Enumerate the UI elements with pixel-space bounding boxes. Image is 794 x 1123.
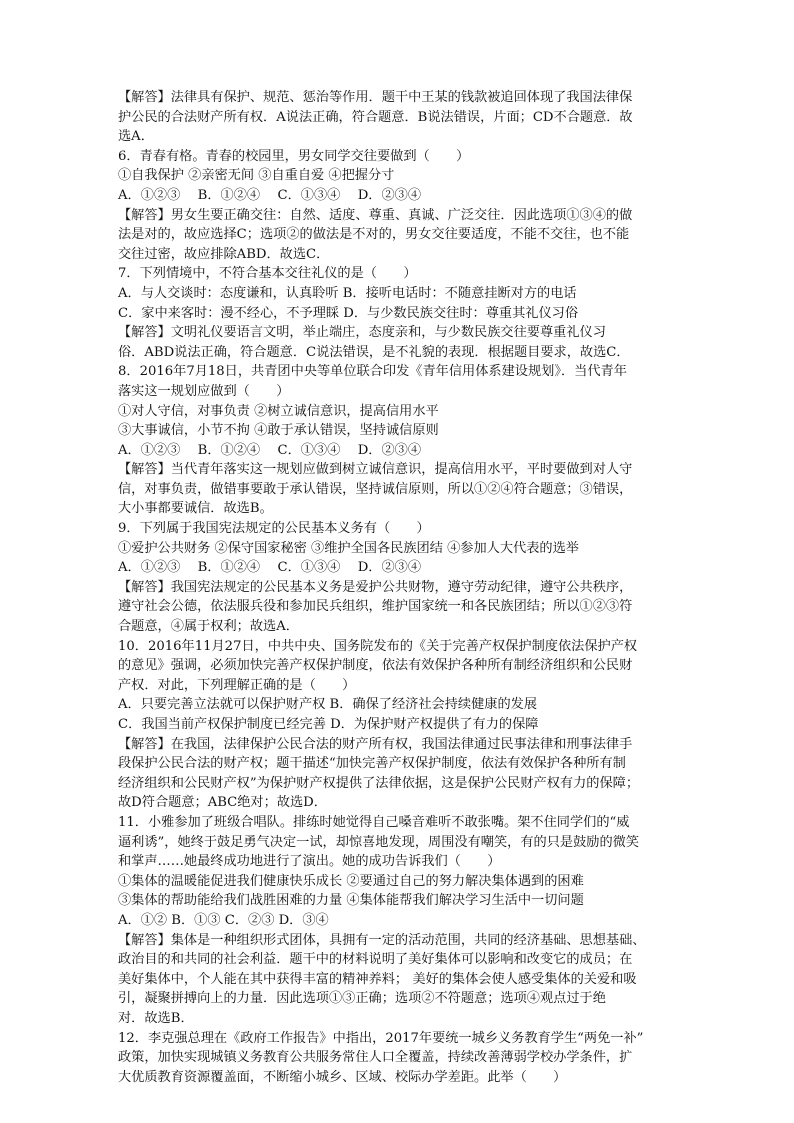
text-line: ①自我保护 ②亲密无间 ③自重自爱 ④把握分寸 (118, 168, 395, 184)
text-line: 逼利诱”，她终于鼓足勇气决定一试，却惊喜地发现，周围没有嘲笑，有的只是鼓励的微笑 (118, 834, 640, 850)
text-line: 对．故选B． (118, 1010, 194, 1026)
text-line: 【解答】集体是一种组织形式团体，具拥有一定的活动范围，共同的经济基础、思想基础、 (118, 932, 646, 948)
text-line: 遵守社会公德，依法服兵役和参加民兵组织，维护国家统一和各民族团结；所以①②③符 (118, 599, 633, 615)
text-line: 段保护公民合法的财产权；题干描述“加快完善产权保护制度，依法有效保护各种所有制 (118, 756, 626, 772)
text-line: 交往过密，故应排除ABD．故选C． (118, 246, 330, 262)
text-line: 7．下列情境中，不符合基本交往礼仪的是（ ） (118, 266, 417, 282)
text-line: 11．小雅参加了班级合唱队。排练时她觉得自己嗓音难听不敢张嘴。架不住同学们的“威 (118, 814, 630, 830)
text-line: A．①②③ B．①②④ C．①③④ D．②③④ (118, 187, 422, 203)
text-line: 【解答】男女生要正确交往：自然、适度、尊重、真诚、广泛交往．因此选项①③④的做 (118, 207, 633, 223)
text-line: 选A． (118, 129, 154, 145)
text-line: C．家中来客时：漫不经心，不予理睬 D．与少数民族交往时：尊重其礼仪习俗 (118, 305, 579, 321)
text-line: C．我国当前产权保护制度已经完善 D．为保护财产权提供了有力的保障 (118, 717, 539, 732)
text-line: A．①② B．①③ C．②③ D．③④ (118, 912, 329, 928)
text-line: 政治目的和共同的社会利益．题干中的材料说明了美好集体可以影响和改变它的成员；在 (118, 952, 633, 968)
text-line: ①对人守信，对事负责 ②树立诚信意识，提高信用水平 (118, 403, 439, 419)
text-line: ③大事诚信，小节不拘 ④敢于承认错误，坚持诚信原则 (118, 423, 439, 439)
text-line: 政策，加快实现城镇义务教育公共服务常住人口全覆盖，持续改善薄弱学校办学条件，扩 (118, 1050, 633, 1066)
text-line: 产权．对此，下列理解正确的是（ ） (118, 677, 356, 693)
text-line: 10．2016年11月27日，中共中央、国务院发布的《关于完善产权保护制度依法保护产权 (118, 638, 638, 654)
text-line: 护公民的合法财产所有权．A说法正确，符合题意．B说法错误，片面；CD不合题意．故 (118, 109, 633, 125)
text-line: 【解答】我国宪法规定的公民基本义务是爱护公共财物，遵守劳动纪律，遵守公共秩序， (118, 579, 633, 595)
text-line: 美好集体中，个人能在其中获得丰富的精神养料； 美好的集体会使人感受集体的关爱和吸 (118, 971, 637, 987)
text-line: 12．李克强总理在《政府工作报告》中指出，2017年要统一城乡义务教育学生“两免一补” (118, 1030, 644, 1046)
text-line: 9．下列属于我国宪法规定的公民基本义务有（ ） (118, 521, 430, 537)
text-line: 【解答】文明礼仪要语言文明，举止端庄，态度亲和，与少数民族交往要尊重礼仪习 (118, 325, 606, 341)
text-line: A．与人交谈时：态度谦和，认真聆听 B．接听电话时：不随意挂断对方的电话 (118, 285, 577, 301)
text-line: 【解答】当代青年落实这一规划应做到树立诚信意识，提高信用水平，平时要做到对人守 (118, 462, 633, 478)
text-line: 引，凝聚拼搏向上的力量．因此选项①③正确；选项②不符题意；选项④观点过于绝 (118, 991, 606, 1007)
document-body (118, 88, 678, 1087)
text-line: 8．2016年7月18日，共青团中央等单位联合印发《青年信用体系建设规划》．当代青年 (118, 364, 627, 380)
text-line: ③集体的帮助能给我们战胜困难的力量 ④集体能帮我们解决学习生活中一切问题 (118, 893, 584, 909)
text-line: 【解答】在我国，法律保护公民合法的财产所有权，我国法律通过民事法律和刑事法律手 (118, 736, 633, 752)
text-line: 合题意，④属于权利；故选A． (118, 619, 299, 635)
text-line: 大优质教育资源覆盖面，不断缩小城乡、区域、校际办学差距。此举（ ） (118, 1069, 567, 1085)
text-line: 6．青春有格。青春的校园里，男女同学交往要做到（ ） (118, 148, 470, 164)
text-line: 和掌声……她最终成功地进行了演出。她的成功告诉我们（ ） (118, 854, 501, 870)
text-line: 的意见》强调，必须加快完善产权保护制度，依法有效保护各种所有制经济组织和公民财 (118, 658, 633, 674)
text-line: 法是对的，故应选择C；选项②的做法是不对的，男女交往要适度，不能不交往，也不能 (118, 227, 630, 243)
text-line: ①爱护公共财务 ②保守国家秘密 ③维护全国各民族团结 ④参加人大代表的选举 (118, 540, 579, 556)
text-line: 故D符合题意；ABC绝对；故选D． (118, 795, 327, 811)
text-line: ①集体的温暖能促进我们健康快乐成长 ②要通过自己的努力解决集体遇到的困难 (118, 873, 584, 889)
text-line: A．①②③ B．①②④ C．①③④ D．②③④ (118, 442, 422, 458)
text-line: 落实这一规划应做到（ ） (118, 383, 290, 399)
text-line: A．①②③ B．①②④ C．①③④ D．②③④ (118, 560, 422, 576)
text-line: 【解答】法律具有保护、规范、惩治等作用．题干中王某的钱款被追回体现了我国法律保 (118, 90, 633, 105)
text-line: 经济组织和公民财产权”为保护财产权提供了法律依据，这是保护公民财产权有力的保障； (118, 775, 640, 791)
text-line: 俗．ABD说法正确，符合题意．C说法错误，是不礼貌的表现．根据题目要求，故选C． (118, 344, 630, 360)
text-line: A．只要完善立法就可以保护财产权 B．确保了经济社会持续健康的发展 (118, 697, 538, 713)
text-line: 大小事都要诚信．故选B。 (118, 501, 273, 517)
text-line: 信，对事负责，做错事要敢于承认错误，坚持诚信原则，所以①②④符合题意；③错误， (118, 481, 633, 497)
